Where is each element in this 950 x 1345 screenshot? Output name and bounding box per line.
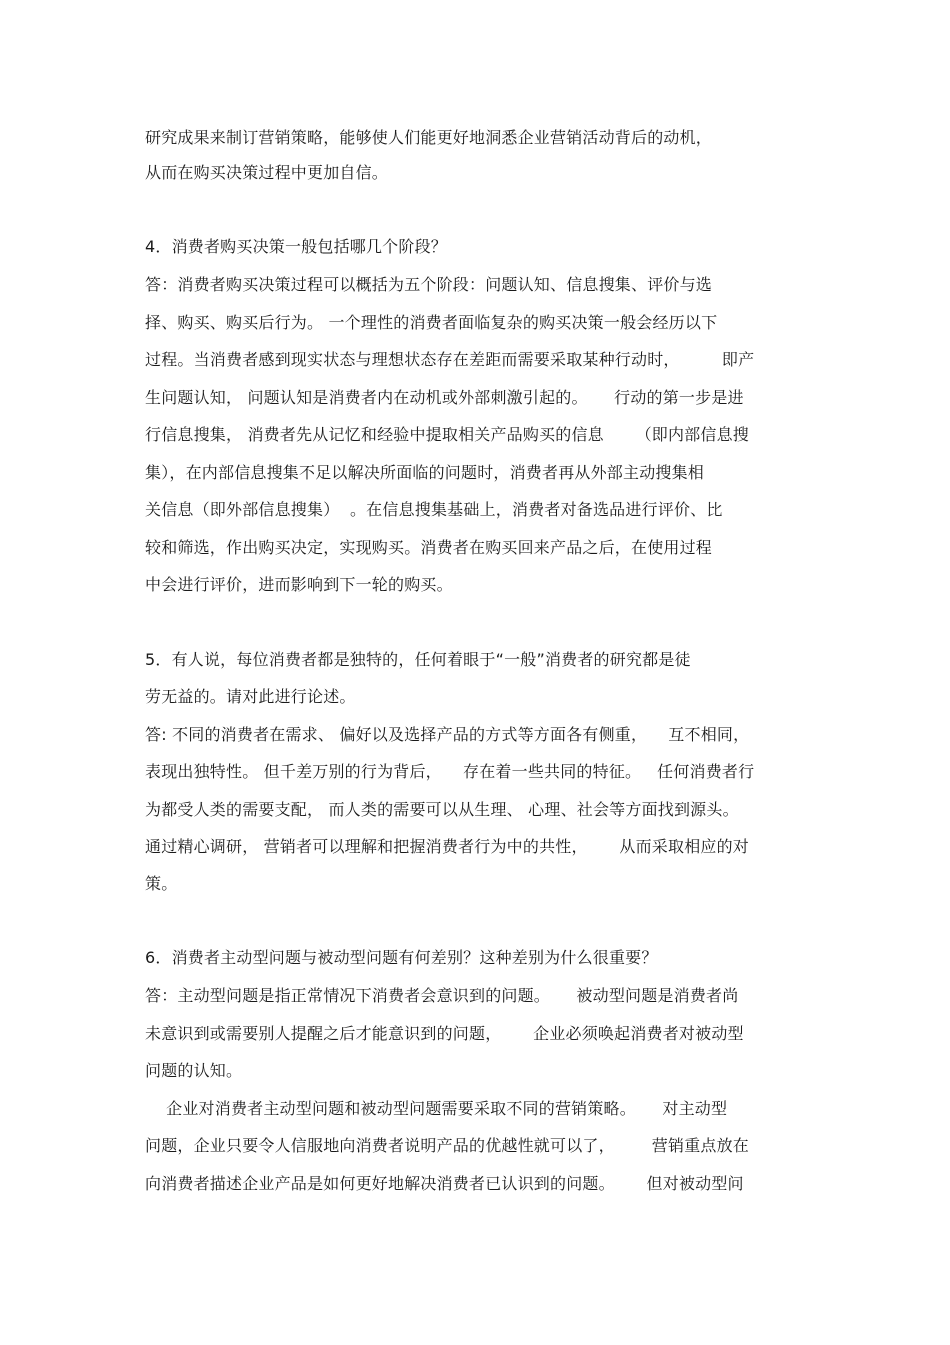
text-line: 问题的认知。 [145,1061,243,1080]
answer-line: 答：主动型问题是指正常情况下消费者会意识到的问题。 被动型问题是消费者尚 [145,986,739,1005]
text-line: 从而在购买决策过程中更加自信。 [145,163,389,182]
answer-line: 答：消费者购买决策过程可以概括为五个阶段：问题认知、信息搜集、评价与选 [145,275,713,294]
text-line: 生问题认知， 问题认知是消费者内在动机或外部刺激引起的。 行动的第一步是进 [145,388,744,407]
text-line: 集），在内部信息搜集不足以解决所面临的问题时，消费者再从外部主动搜集相 [145,463,705,482]
answer-line: 答: 不同的消费者在需求、 偏好以及选择产品的方式等方面各有侧重， 互不相同， [145,725,750,744]
question-heading: 5．有人说，每位消费者都是独特的，任何着眼于“一般”消费者的研究都是徒 [145,650,691,669]
text-line: 较和筛选，作出购买决定，实现购买。消费者在购买回来产品之后，在使用过程 [145,538,713,557]
text-line: 问题，企业只要令人信服地向消费者说明产品的优越性就可以了， 营销重点放在 [145,1136,750,1155]
text-line: 择、购买、购买后行为。 一个理性的消费者面临复杂的购买决策一般会经历以下 [145,313,718,332]
text-line: 未意识到或需要别人提醒之后才能意识到的问题， 企业必须唤起消费者对被动型 [145,1024,744,1043]
text-line: 策。 [145,874,178,893]
question-heading: 6．消费者主动型问题与被动型问题有何差别？这种差别为什么很重要？ [145,948,658,967]
text-line: 企业对消费者主动型问题和被动型问题需要采取不同的营销策略。 对主动型 [145,1099,728,1118]
text-line: 中会进行评价，进而影响到下一轮的购买。 [145,575,453,594]
text-line: 向消费者描述企业产品是如何更好地解决消费者已认识到的问题。 但对被动型问 [145,1174,744,1193]
text-line: 劳无益的。请对此进行论述。 [145,687,356,706]
text-line: 表现出独特性。 但千差万别的行为背后， 存在着一些共同的特征。 任何消费者行 [145,762,755,781]
text-line: 通过精心调研， 营销者可以理解和把握消费者行为中的共性， 从而采取相应的对 [145,837,750,856]
text-line: 关信息（即外部信息搜集） 。在信息搜集基础上，消费者对备选品进行评价、比 [145,500,723,519]
text-line: 过程。当消费者感到现实状态与理想状态存在差距而需要采取某种行动时， 即产 [145,350,755,369]
question-heading: 4．消费者购买决策一般包括哪几个阶段？ [145,237,447,256]
text-line: 行信息搜集， 消费者先从记忆和经验中提取相关产品购买的信息 （即内部信息搜 [145,425,750,444]
text-line: 为都受人类的需要支配， 而人类的需要可以从生理、 心理、社会等方面找到源头。 [145,800,739,819]
text-line: 研究成果来制订营销策略，能够使人们能更好地洞悉企业营销活动背后的动机， [145,128,713,147]
